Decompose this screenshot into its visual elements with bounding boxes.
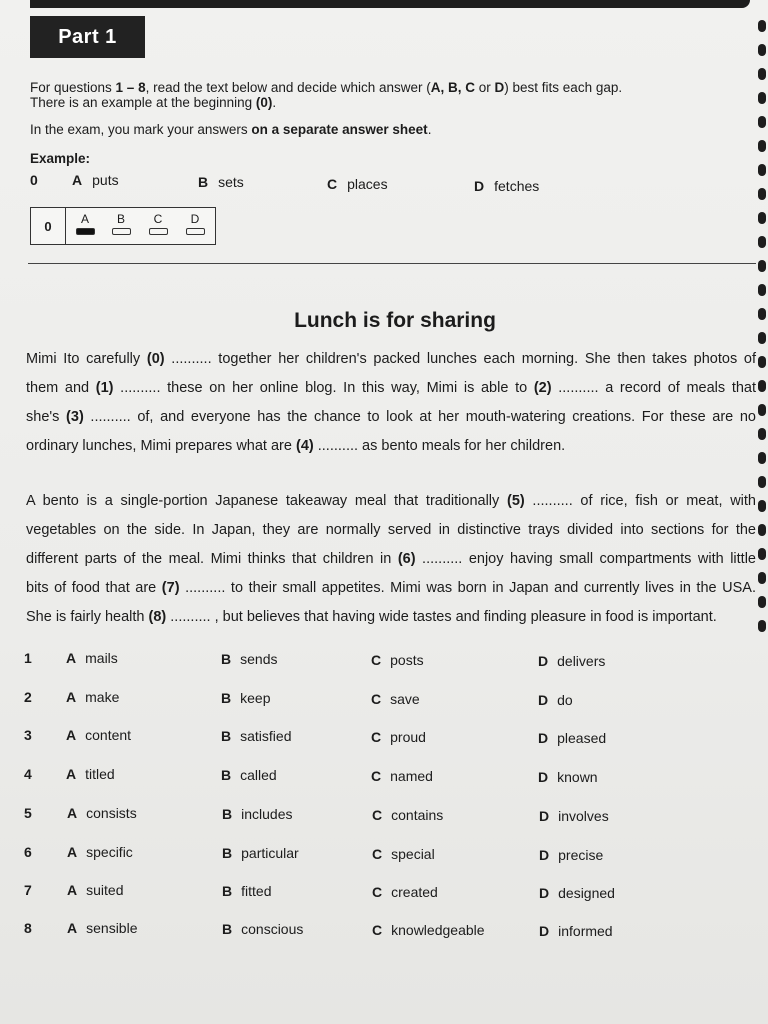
answer-option-d bbox=[538, 692, 573, 708]
option-text: called bbox=[240, 767, 277, 783]
article-text: she's bbox=[26, 409, 67, 425]
answer-option-a bbox=[66, 727, 131, 743]
example-title: Example: bbox=[30, 151, 91, 166]
section-divider bbox=[28, 263, 756, 264]
gap-number: (2) bbox=[533, 380, 552, 396]
option-letter: A bbox=[66, 766, 77, 782]
option-letter: A bbox=[67, 882, 78, 898]
answer-option-c bbox=[371, 729, 426, 745]
answer-bubble-b bbox=[111, 212, 131, 235]
article-text: them and bbox=[26, 380, 96, 396]
example-option-a bbox=[72, 172, 119, 188]
option-letter: C bbox=[371, 768, 382, 784]
example-answer-box bbox=[30, 207, 216, 245]
article-line bbox=[26, 374, 756, 403]
option-letter: D bbox=[538, 653, 549, 669]
example-number-text: 0 bbox=[30, 172, 38, 188]
option-text: created bbox=[391, 884, 438, 900]
option-letter: C bbox=[372, 884, 383, 900]
option-letter: A bbox=[72, 172, 83, 188]
option-text: sends bbox=[240, 651, 278, 667]
instruction-line-3 bbox=[30, 121, 431, 138]
option-text: save bbox=[390, 691, 420, 707]
answer-option-d bbox=[539, 923, 613, 939]
option-letter: D bbox=[539, 885, 550, 901]
binder-hole bbox=[758, 116, 766, 128]
option-text: content bbox=[85, 727, 132, 743]
binder-hole bbox=[758, 428, 766, 440]
instruction-text: . bbox=[272, 95, 277, 110]
option-text: conscious bbox=[241, 921, 304, 937]
option-text: titled bbox=[85, 766, 115, 782]
option-letter: B bbox=[222, 883, 233, 899]
answer-option-b bbox=[221, 690, 270, 706]
answer-bubble-a bbox=[75, 212, 95, 235]
option-letter: B bbox=[221, 767, 232, 783]
option-letter: D bbox=[538, 730, 549, 746]
answer-option-a bbox=[66, 766, 115, 782]
article-text: She is fairly health bbox=[26, 609, 149, 625]
answer-option-d bbox=[539, 847, 603, 863]
top-rule bbox=[30, 0, 750, 8]
example-option-d bbox=[474, 178, 539, 194]
option-letter: B bbox=[198, 174, 209, 190]
answer-option-b bbox=[222, 845, 299, 861]
binder-hole bbox=[758, 620, 766, 632]
option-text: specific bbox=[86, 844, 133, 860]
option-letter: A bbox=[67, 844, 78, 860]
bubble-mark bbox=[149, 228, 168, 235]
answer-option-a bbox=[67, 844, 133, 860]
bubble-letter: A bbox=[80, 212, 89, 226]
option-text: delivers bbox=[557, 653, 606, 669]
option-letter: A bbox=[66, 689, 77, 705]
option-text: fetches bbox=[494, 178, 540, 194]
answer-option-a bbox=[66, 650, 118, 666]
article-line bbox=[26, 403, 756, 432]
answer-option-d bbox=[538, 730, 606, 746]
option-text: sensible bbox=[86, 920, 138, 936]
option-text: known bbox=[557, 769, 598, 785]
option-text: keep bbox=[240, 690, 271, 706]
article-title: Lunch is for sharing bbox=[294, 309, 496, 332]
article-line bbox=[26, 545, 756, 574]
binder-hole bbox=[758, 212, 766, 224]
option-text: sets bbox=[218, 174, 244, 190]
gap-number: (7) bbox=[161, 580, 180, 596]
instruction-line-2 bbox=[30, 94, 276, 111]
answer-option-d bbox=[538, 653, 605, 669]
binder-hole bbox=[758, 260, 766, 272]
option-text: designed bbox=[558, 885, 615, 901]
option-letter: B bbox=[221, 651, 232, 667]
option-letter: D bbox=[539, 847, 550, 863]
option-letter: C bbox=[372, 846, 383, 862]
option-letter: D bbox=[539, 808, 550, 824]
option-text: make bbox=[85, 689, 120, 705]
option-text: informed bbox=[558, 923, 613, 939]
binder-hole bbox=[758, 284, 766, 296]
binder-hole bbox=[758, 332, 766, 344]
article-line bbox=[26, 487, 756, 516]
binder-hole bbox=[758, 452, 766, 464]
option-letter: B bbox=[222, 845, 233, 861]
option-letter: A bbox=[66, 650, 77, 666]
binder-hole bbox=[758, 164, 766, 176]
instruction-answer-sheet: on a separate answer sheet bbox=[251, 122, 428, 137]
gap-number: (3) bbox=[66, 409, 84, 425]
answer-option-c bbox=[372, 884, 438, 900]
answer-option-c bbox=[371, 652, 424, 668]
article-text: A bento is a single-portion Japanese takeaway meal that traditionally bbox=[26, 493, 507, 509]
option-letter: B bbox=[222, 806, 233, 822]
article-text: .......... , but believes that having wide tastes and finding pleasure in food is important. bbox=[166, 609, 717, 625]
answer-option-d bbox=[539, 885, 615, 901]
gap-number: (4) bbox=[295, 438, 314, 454]
binder-hole bbox=[758, 524, 766, 536]
instruction-letter-d: D bbox=[494, 80, 505, 95]
option-letter: D bbox=[539, 923, 550, 939]
answer-option-a bbox=[67, 920, 138, 936]
answer-option-b bbox=[221, 728, 291, 744]
instruction-text: For questions bbox=[30, 80, 116, 95]
answer-option-c bbox=[372, 922, 485, 938]
article-text: bits of food that are bbox=[26, 580, 162, 596]
article-text: .......... these on her online blog. In this way, Mimi is able to bbox=[113, 380, 534, 396]
binder-hole bbox=[758, 68, 766, 80]
part-label: Part 1 bbox=[30, 16, 145, 58]
binder-hole bbox=[758, 572, 766, 584]
option-text: satisfied bbox=[240, 728, 292, 744]
bubble-letter: C bbox=[153, 212, 163, 226]
gap-number: (0) bbox=[146, 351, 165, 367]
binder-hole bbox=[758, 356, 766, 368]
article-text: Mimi Ito carefully bbox=[26, 351, 147, 367]
option-letter: C bbox=[327, 176, 338, 192]
bubble-letter: D bbox=[190, 212, 200, 226]
option-letter: B bbox=[221, 728, 232, 744]
answer-option-a bbox=[67, 882, 123, 898]
option-text: posts bbox=[390, 652, 424, 668]
question-number: 5 bbox=[24, 805, 32, 821]
option-text: suited bbox=[86, 882, 124, 898]
article-text: vegetables on the side. In Japan, they are normally served in distinctive trays divided into sections for the bbox=[26, 522, 756, 538]
gap-number: (1) bbox=[95, 380, 114, 396]
binder-hole bbox=[758, 188, 766, 200]
article-line bbox=[26, 574, 756, 603]
answer-option-c bbox=[371, 768, 433, 784]
option-text: proud bbox=[390, 729, 426, 745]
gap-number: (5) bbox=[506, 493, 525, 509]
answer-bubble-d bbox=[185, 212, 205, 235]
option-text: do bbox=[557, 692, 573, 708]
option-letter: D bbox=[474, 178, 485, 194]
article-line bbox=[26, 432, 756, 461]
option-letter: A bbox=[66, 727, 77, 743]
answer-option-b bbox=[221, 651, 277, 667]
instruction-text: . bbox=[427, 122, 432, 137]
article-text: .......... of, and everyone has the chance to look at her mouth-watering creations. For these are no bbox=[83, 409, 756, 425]
article-text: .......... together her children's packed lunches each morning. She then takes photos of bbox=[164, 351, 756, 367]
question-number: 7 bbox=[24, 882, 32, 898]
question-number: 2 bbox=[24, 689, 32, 705]
option-text: special bbox=[391, 846, 435, 862]
option-letter: C bbox=[372, 922, 383, 938]
option-text: puts bbox=[92, 172, 119, 188]
option-text: precise bbox=[558, 847, 604, 863]
answer-option-d bbox=[539, 808, 609, 824]
article-text: .......... a record of meals that bbox=[551, 380, 756, 396]
article-text: .......... of rice, fish or meat, with bbox=[524, 493, 756, 509]
binder-hole bbox=[758, 92, 766, 104]
answer-option-b bbox=[221, 767, 277, 783]
binder-hole bbox=[758, 20, 766, 32]
option-letter: C bbox=[372, 807, 383, 823]
instruction-range: 1 – 8 bbox=[115, 80, 146, 95]
answer-bubble-c bbox=[148, 212, 168, 235]
option-letter: A bbox=[67, 920, 78, 936]
answer-option-a bbox=[66, 689, 119, 705]
option-letter: B bbox=[222, 921, 233, 937]
answer-option-b bbox=[222, 921, 303, 937]
option-text: contains bbox=[391, 807, 444, 823]
answer-option-b bbox=[222, 806, 293, 822]
article-text: .......... as bento meals for her children. bbox=[313, 438, 566, 454]
option-text: consists bbox=[86, 805, 137, 821]
question-number: 1 bbox=[24, 650, 32, 666]
option-letter: D bbox=[538, 692, 549, 708]
gap-number: (8) bbox=[148, 609, 167, 625]
option-letter: A bbox=[67, 805, 78, 821]
instruction-text: or bbox=[475, 80, 495, 95]
example-option-b bbox=[198, 174, 244, 190]
answer-box-number: 0 bbox=[31, 208, 66, 244]
article-line bbox=[26, 516, 756, 545]
gap-number: (6) bbox=[397, 551, 416, 567]
answer-option-c bbox=[371, 691, 420, 707]
option-letter: C bbox=[371, 729, 382, 745]
question-number: 4 bbox=[24, 766, 32, 782]
binder-hole bbox=[758, 596, 766, 608]
article-paragraph-1 bbox=[26, 345, 756, 461]
bubble-mark bbox=[186, 228, 205, 235]
option-text: mails bbox=[85, 650, 118, 666]
question-number: 3 bbox=[24, 727, 32, 743]
option-letter: C bbox=[371, 691, 382, 707]
bubble-letter: B bbox=[116, 212, 125, 226]
option-letter: D bbox=[538, 769, 549, 785]
answer-option-a bbox=[67, 805, 137, 821]
binder-hole bbox=[758, 500, 766, 512]
article-text: different parts of the meal. Mimi thinks that children in bbox=[26, 551, 398, 567]
answer-option-c bbox=[372, 807, 443, 823]
article-line bbox=[26, 603, 756, 632]
answer-option-d bbox=[538, 769, 598, 785]
option-text: knowledgeable bbox=[391, 922, 485, 938]
question-number: 6 bbox=[24, 844, 32, 860]
binder-hole bbox=[758, 476, 766, 488]
option-text: pleased bbox=[557, 730, 607, 746]
example-option-c bbox=[327, 176, 388, 192]
option-text: places bbox=[347, 176, 388, 192]
option-text: involves bbox=[558, 808, 609, 824]
answer-option-b bbox=[222, 883, 271, 899]
binder-hole bbox=[758, 44, 766, 56]
option-letter: B bbox=[221, 690, 232, 706]
question-number: 8 bbox=[24, 920, 32, 936]
answer-option-c bbox=[372, 846, 435, 862]
article-text: ordinary lunches, Mimi prepares what are bbox=[26, 438, 296, 454]
article-paragraph-2 bbox=[26, 487, 756, 632]
instruction-text: ) best fits each gap. bbox=[504, 80, 623, 95]
option-text: particular bbox=[241, 845, 299, 861]
article-line bbox=[26, 345, 756, 374]
article-text: .......... to their small appetites. Mimi was born in Japan and currently lives in the USA. bbox=[179, 580, 756, 596]
instruction-letters: A, B, C bbox=[430, 80, 476, 95]
option-letter: C bbox=[371, 652, 382, 668]
option-text: named bbox=[390, 768, 433, 784]
binder-hole bbox=[758, 380, 766, 392]
option-text: fitted bbox=[241, 883, 272, 899]
instruction-text: In the exam, you mark your answers bbox=[30, 122, 252, 137]
instruction-text: There is an example at the beginning bbox=[30, 95, 256, 110]
binder-hole bbox=[758, 140, 766, 152]
binder-hole bbox=[758, 548, 766, 560]
bubble-mark bbox=[112, 228, 131, 235]
option-text: includes bbox=[241, 806, 293, 822]
binder-hole bbox=[758, 404, 766, 416]
article-text: .......... enjoy having small compartments with little bbox=[415, 551, 756, 567]
instruction-example-ref: (0) bbox=[255, 95, 273, 110]
example-number bbox=[30, 172, 38, 188]
bubble-mark-filled bbox=[76, 228, 95, 235]
binder-hole bbox=[758, 236, 766, 248]
instruction-text: , read the text below and decide which answer ( bbox=[145, 80, 431, 95]
